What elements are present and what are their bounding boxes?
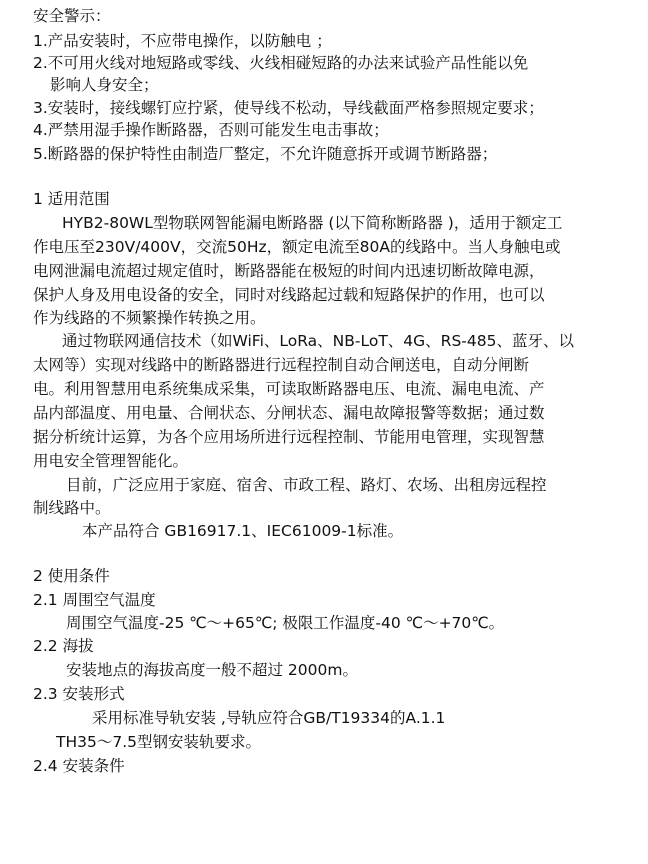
section-1-para1-line3: 电网泄漏电流超过规定值时，断路器能在极短的时间内迅速切断故障电源，	[33, 262, 545, 280]
section-1-para1-line5: 作为线路的不频繁操作转换之用。	[33, 309, 266, 327]
section-1-para2-line4: 品内部温度、用电量、合闸状态、分闸状态、漏电故障报警等数据；通过数	[33, 404, 545, 422]
warning-item-1: 1.产品安装时，不应带电操作，以防触电 ；	[33, 32, 332, 50]
warning-item-3: 3.安装时，接线螺钉应拧紧，使导线不松动，导线截面严格参照规定要求；	[33, 99, 544, 117]
section-2-1-text: 周围空气温度-25 ℃～+65℃; 极限工作温度-40 ℃～+70℃。	[66, 614, 505, 632]
standards-statement: 本产品符合 GB16917.1、IEC61009-1标准。	[82, 522, 404, 540]
section-2-2-heading: 2.2 海拔	[33, 637, 94, 655]
section-1-para2-line1: 通过物联网通信技术（如WiFi、LoRa、NB-LoT、4G、RS-485、蓝牙、以	[62, 332, 574, 350]
section-2-3-text-line2: TH35～7.5型钢安装轨要求。	[56, 733, 261, 751]
warning-item-4: 4.严禁用湿手操作断路器，否则可能发生电击事故；	[33, 121, 389, 139]
section-1-para2-line5: 据分析统计运算，为各个应用场所进行远程控制、节能用电管理，实现智慧	[33, 428, 545, 446]
section-1-para3-line2: 制线路中。	[33, 499, 111, 517]
section-2-4-heading: 2.4 安装条件	[33, 757, 125, 775]
warning-item-5: 5.断路器的保护特性由制造厂整定，不允许随意拆开或调节断路器；	[33, 145, 498, 163]
section-2-heading: 2 使用条件	[33, 567, 110, 585]
warning-item-2: 2.不可用火线对地短路或零线、火线相碰短路的办法来试验产品性能以免	[33, 54, 529, 72]
section-2-2-text: 安装地点的海拔高度一般不超过 2000m。	[66, 661, 358, 679]
section-1-para3-line1: 目前，广泛应用于家庭、宿舍、市政工程、路灯、农场、出租房远程控	[66, 476, 547, 494]
warning-item-2-continued: 影响人身安全；	[50, 76, 159, 94]
section-1-para1-line1: HYB2-80WL型物联网智能漏电断路器 (以下简称断路器 )，适用于额定工	[62, 214, 563, 232]
section-2-3-heading: 2.3 安装形式	[33, 685, 125, 703]
section-1-para1-line2: 作电压至230V/400V，交流50Hz，额定电流至80A的线路中。当人身触电或	[33, 238, 561, 256]
section-2-3-text-line1: 采用标准导轨安装 ,导轨应符合GB/T19334的A.1.1	[92, 709, 446, 727]
warnings-title: 安全警示：	[33, 7, 111, 25]
section-1-para1-line4: 保护人身及用电设备的安全，同时对线路起过载和短路保护的作用，也可以	[33, 286, 545, 304]
section-1-heading: 1 适用范围	[33, 190, 110, 208]
section-1-para2-line2: 太网等）实现对线路中的断路器进行远程控制自动合闸送电，自动分闸断	[33, 356, 530, 374]
section-1-para2-line3: 电。利用智慧用电系统集成采集，可读取断路器电压、电流、漏电电流、产	[33, 380, 545, 398]
section-2-1-heading: 2.1 周围空气温度	[33, 591, 156, 609]
section-1-para2-line6: 用电安全管理智能化。	[33, 452, 189, 470]
